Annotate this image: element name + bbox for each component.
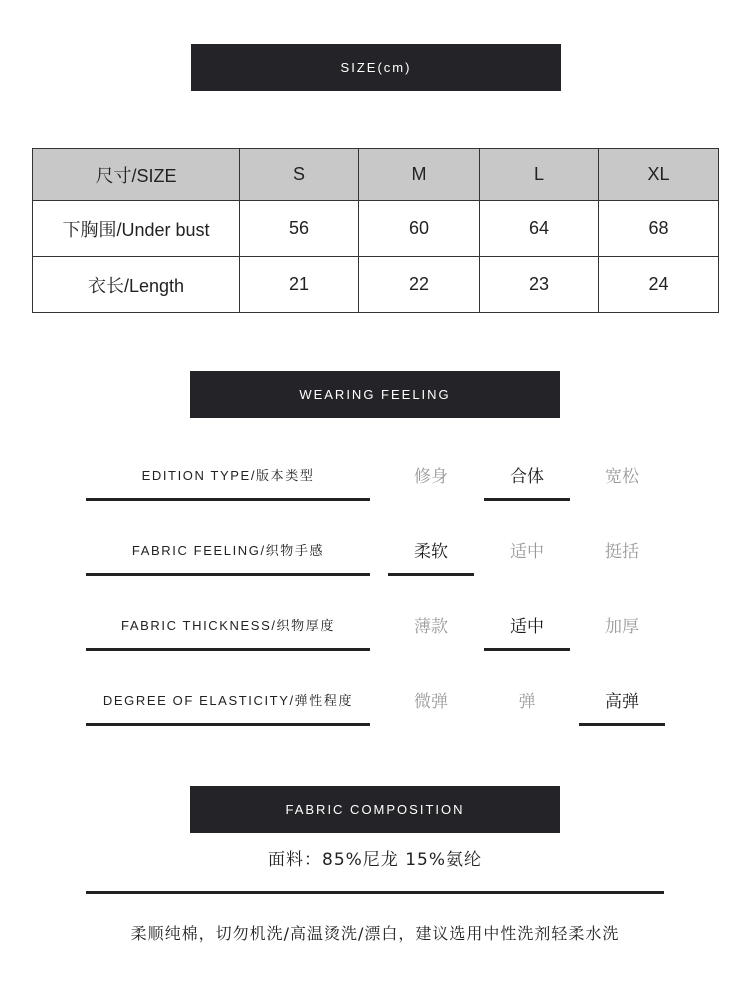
wearing-feeling-title: WEARING FEELING [299, 387, 451, 402]
fabric-composition-title: FABRIC COMPOSITION [285, 802, 465, 817]
table-cell: 21 [240, 257, 359, 313]
size-table [32, 148, 719, 313]
feeling-option-stiff: 挺括 [605, 542, 639, 562]
elasticity-row [0, 676, 750, 726]
header-size-l: L [480, 149, 599, 201]
fabric-feeling-row [0, 526, 750, 576]
wearing-feeling-banner [190, 371, 560, 418]
fabric-thickness-row [0, 601, 750, 651]
fabric-thickness-label: FABRIC THICKNESS/织物厚度 [86, 601, 370, 651]
edition-option-fit: 合体 [484, 451, 570, 501]
header-size-label: 尺寸/SIZE [33, 149, 240, 201]
edition-type-row [0, 451, 750, 501]
table-cell: 24 [599, 257, 719, 313]
table-cell: 68 [599, 201, 719, 257]
size-banner [191, 44, 561, 91]
row-label-under-bust: 下胸围/Under bust [33, 201, 240, 257]
header-size-s: S [240, 149, 359, 201]
fabric-feeling-label: FABRIC FEELING/织物手感 [86, 526, 370, 576]
table-cell: 64 [480, 201, 599, 257]
table-cell: 56 [240, 201, 359, 257]
thickness-option-thin: 薄款 [414, 617, 448, 637]
elasticity-label: DEGREE OF ELASTICITY/弹性程度 [86, 676, 370, 726]
edition-option-slim: 修身 [414, 467, 448, 487]
elasticity-option-high: 高弹 [579, 676, 665, 726]
thickness-option-thick: 加厚 [605, 617, 639, 637]
edition-option-loose: 宽松 [605, 467, 639, 487]
feeling-option-medium: 适中 [510, 542, 544, 562]
care-instructions: 柔顺纯棉，切勿机洗/高温烫洗/漂白，建议选用中性洗剂轻柔水洗 [130, 924, 620, 943]
table-row [33, 257, 719, 313]
size-title: SIZE(cm) [340, 60, 412, 75]
thickness-option-medium: 适中 [484, 601, 570, 651]
size-table-header-row [33, 149, 719, 201]
fabric-composition-banner [190, 786, 560, 833]
composition-text: 面料：85%尼龙 15%氨纶 [268, 850, 482, 870]
edition-type-label: EDITION TYPE/版本类型 [86, 451, 370, 501]
header-size-m: M [359, 149, 480, 201]
table-cell: 22 [359, 257, 480, 313]
table-row [33, 201, 719, 257]
divider [86, 891, 664, 894]
table-cell: 23 [480, 257, 599, 313]
header-size-xl: XL [599, 149, 719, 201]
row-label-length: 衣长/Length [33, 257, 240, 313]
table-cell: 60 [359, 201, 480, 257]
feeling-option-soft: 柔软 [388, 526, 474, 576]
elasticity-option-slight: 微弹 [414, 692, 448, 712]
elasticity-option-elastic: 弹 [518, 692, 536, 712]
